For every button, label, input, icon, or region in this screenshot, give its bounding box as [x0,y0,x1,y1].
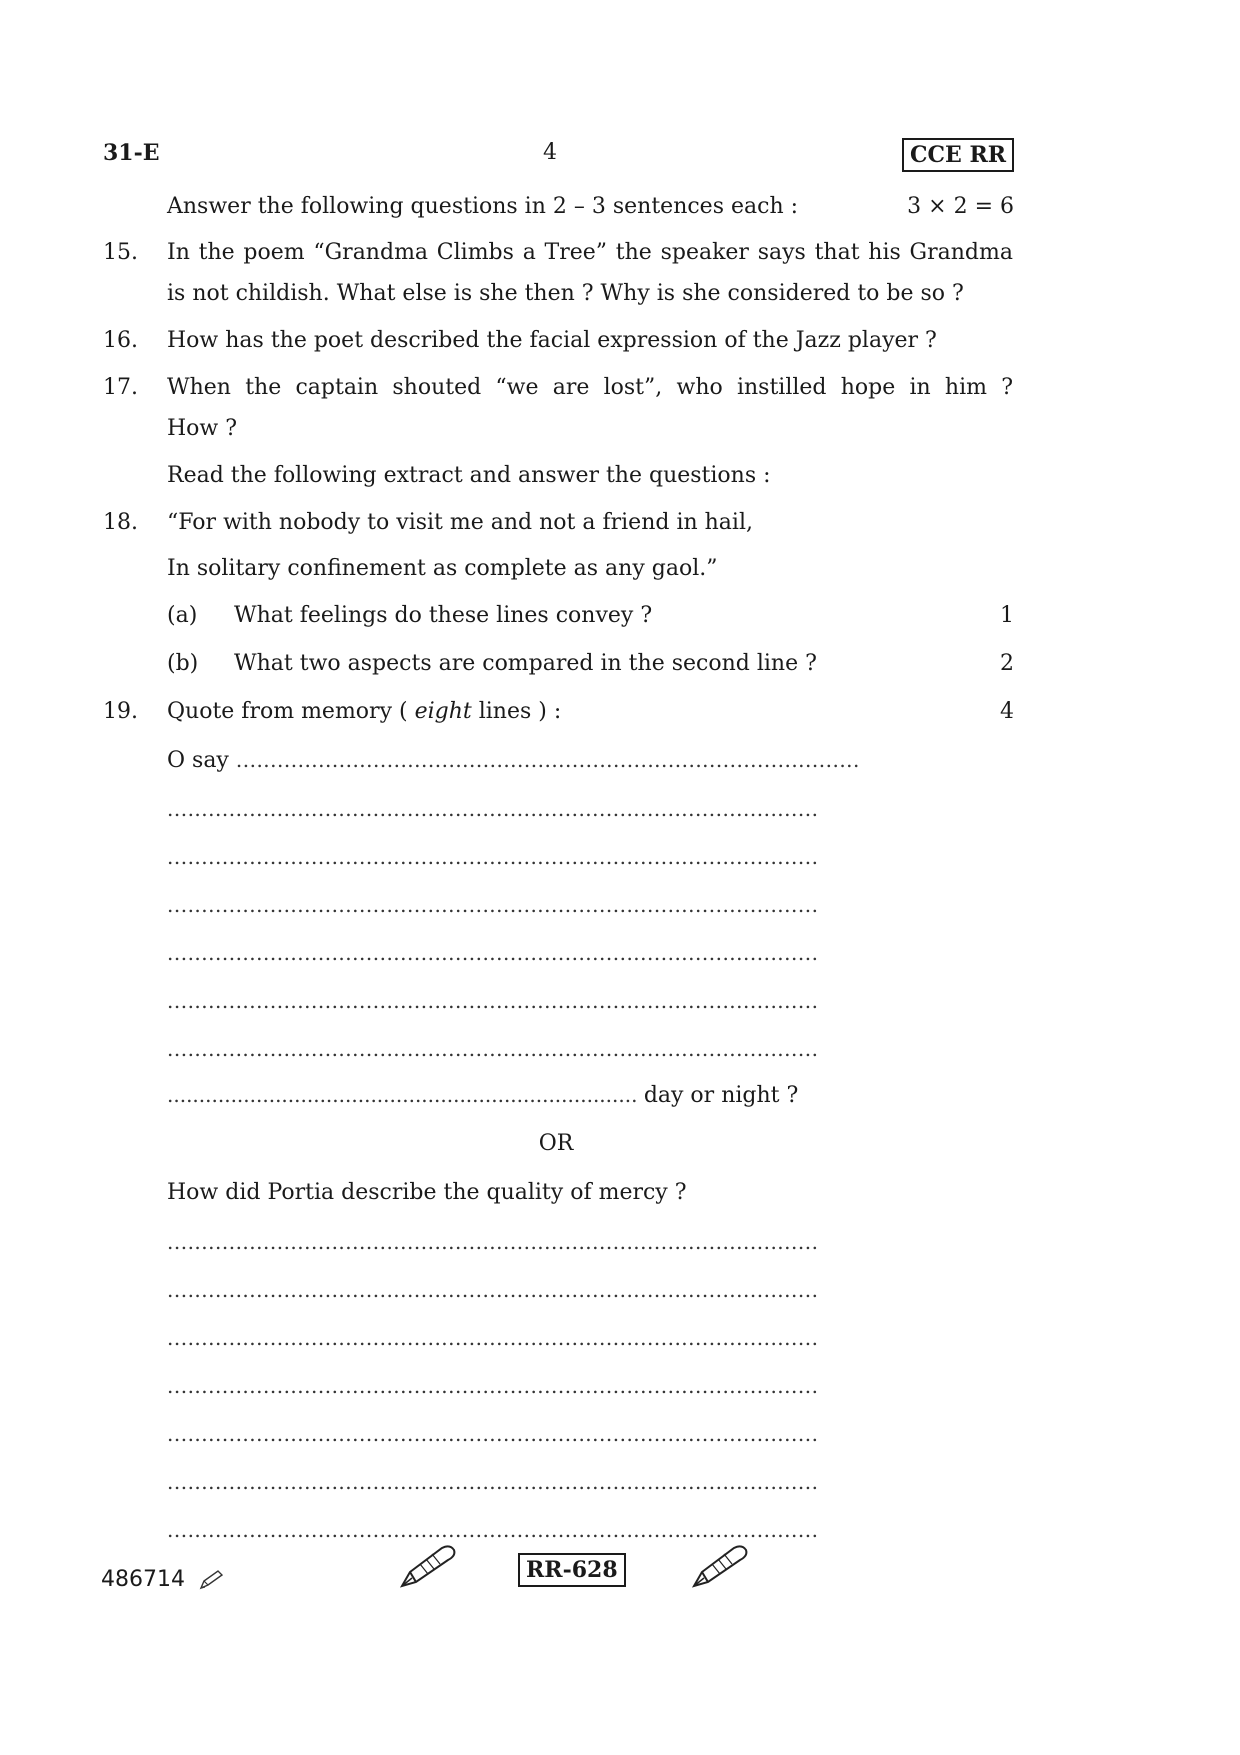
page-number: 4 [543,140,557,165]
question-17-line1: When the captain shouted “we are lost”, who instilled hope in him ? [167,375,1013,400]
question-15-line2: is not childish. What else is she then ? Why is she considered to be so ? [167,281,964,306]
paper-code: 31-E [103,140,160,166]
extract-line2: In solitary confinement as complete as any gaol.” [167,556,718,581]
part-b-text: What two aspects are compared in the second line ? [234,651,817,676]
answer-line[interactable]: ............................................................................................... [167,1518,819,1542]
answer-line[interactable]: ............................................................................................... [167,941,819,965]
answer-line[interactable]: ............................................................................................... [167,893,819,917]
footer-code: RR-628 [518,1553,626,1587]
answer-line[interactable]: ............................................................................................... [167,1037,819,1061]
question-17-number: 17. [103,375,138,400]
instruction-marks: 3 × 2 = 6 [907,194,1014,219]
quote-start-text: O say [167,748,229,773]
question-16-text: How has the poet described the facial expression of the Jazz player ? [167,328,937,353]
answer-line[interactable]: ............................................................................................... [167,1326,819,1350]
part-a-marks: 1 [1000,603,1014,628]
answer-line[interactable]: ............................................................................................... [167,1374,819,1398]
question-15-number: 15. [103,240,138,265]
quote-end-text: day or night ? [643,1083,799,1108]
instruction-short-answer: Answer the following questions in 2 – 3 sentences each : [167,194,799,219]
question-19-number: 19. [103,699,138,724]
answer-line[interactable]: ............................................................................................... [167,1470,819,1494]
quote-start-line[interactable]: O say ........................................................................................... [167,748,860,773]
instruction-extract: Read the following extract and answer the questions : [167,463,771,488]
or-separator: OR [538,1131,574,1156]
fountain-pen-icon [690,1542,752,1590]
fountain-pen-icon [398,1542,460,1590]
answer-line[interactable]: ............................................................................................... [167,797,819,821]
question-16-number: 16. [103,328,138,353]
pencil-icon [198,1568,226,1592]
quote-end-line[interactable]: .......................................................................... day or night ? [167,1083,799,1108]
question-15-line1: In the poem “Grandma Climbs a Tree” the speaker says that his Grandma [167,240,1013,265]
question-17-line2: How ? [167,416,238,441]
part-a-text: What feelings do these lines convey ? [234,603,653,628]
answer-line[interactable]: ............................................................................................... [167,1278,819,1302]
extract-line1: “For with nobody to visit me and not a friend in hail, [167,510,753,535]
answer-line[interactable]: ............................................................................................... [167,989,819,1013]
part-b-marks: 2 [1000,651,1014,676]
answer-line[interactable]: ............................................................................................... [167,1422,819,1446]
footer-number: 486714 [101,1567,185,1592]
answer-line[interactable]: ............................................................................................... [167,1230,819,1254]
series-badge: CCE RR [902,138,1014,172]
question-18-number: 18. [103,510,138,535]
part-a-label: (a) [167,603,198,628]
question-19-marks: 4 [1000,699,1014,724]
answer-line[interactable]: ............................................................................................... [167,845,819,869]
question-19-text: Quote from memory ( eight lines ) : [167,699,562,724]
emphasis-eight: eight [414,699,472,724]
alternate-question: How did Portia describe the quality of mercy ? [167,1180,687,1205]
part-b-label: (b) [167,651,199,676]
